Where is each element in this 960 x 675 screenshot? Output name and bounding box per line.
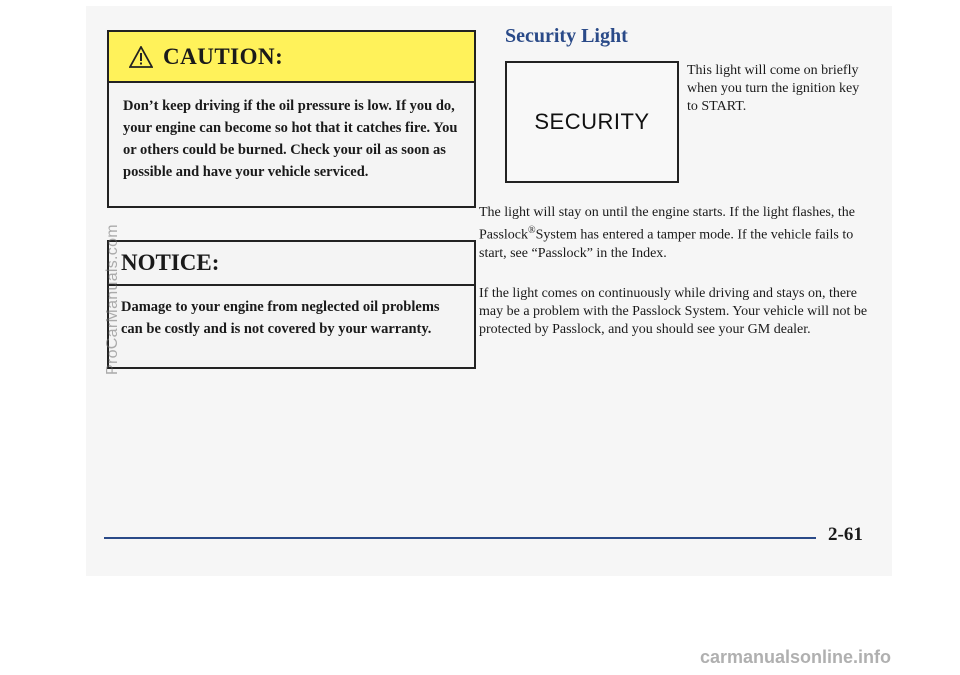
warning-triangle-icon — [129, 46, 153, 68]
site-footer-watermark: carmanualsonline.info — [700, 647, 892, 667]
registered-mark: ® — [528, 225, 536, 236]
security-indicator-label: SECURITY — [534, 109, 650, 134]
footer-rule — [104, 537, 816, 539]
section-heading: Security Light — [505, 25, 628, 47]
security-intro-text: This light will come on briefly when you turn the ignition key to START. — [687, 63, 860, 114]
notice-text: Damage to your engine from neglected oil problems can be costly and is not covered by your warranty. — [121, 299, 440, 337]
notice-box — [107, 240, 476, 369]
side-watermark: ProCarManuals.com — [104, 224, 121, 375]
caution-box — [107, 30, 476, 208]
notice-header — [109, 242, 474, 286]
page-number: 2-61 — [828, 524, 863, 545]
caution-text: Don’t keep driving if the oil pressure is low. If you do, your engine can become so hot that it catches fire. You or others could be burned. Check your oil as soon as possible and have your vehicle serviced. — [123, 98, 458, 180]
security-paragraph-2: If the light comes on continuously while driving and stays on, there may be a problem with the Passlock System. Your vehicle will not be protected by Passlock, and you should see your GM dealer. — [479, 286, 868, 337]
security-paragraph-1 — [479, 204, 879, 263]
para1-text-start: The light will stay on until the engine starts. If the light flashes, the Passlock — [479, 205, 855, 243]
notice-title: NOTICE: — [121, 250, 220, 275]
caution-title: CAUTION: — [163, 43, 284, 69]
caution-header — [109, 32, 474, 83]
para1-text-end: System has entered a tamper mode. If the vehicle fails to start, see “Passlock” in the Index. — [479, 227, 854, 261]
security-indicator-light — [505, 61, 679, 183]
